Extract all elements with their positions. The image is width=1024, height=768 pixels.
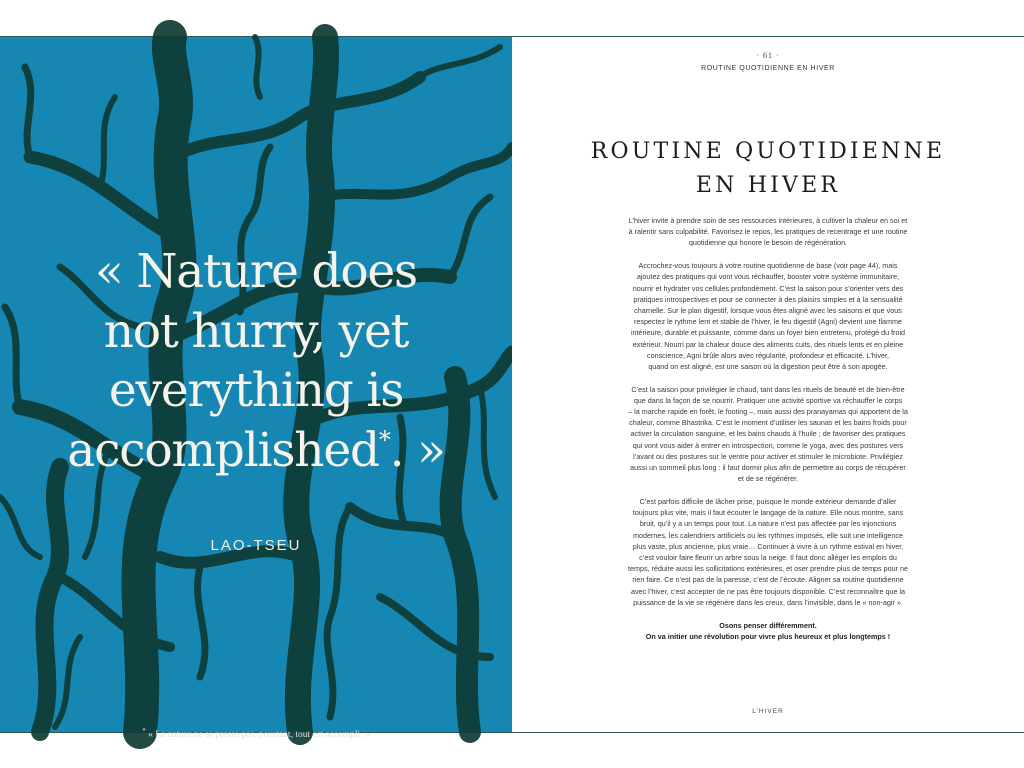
body-line: modernes, les calendriers artificiels ou les rythmes imposés, elle suit une intelligence [632, 530, 904, 540]
body-line: charnelle. Sur le plan digestif, lorsque vous êtes aligné avec les saisons et que vous [634, 305, 902, 315]
body-line: extérieur. Nourri par la chaleur douce des aliments cuits, des rituels lents et en pleine [632, 339, 904, 349]
body-line: que dans la façon de se nourrir. Pratiquer une activité sportive va réchauffer le corps [633, 395, 903, 405]
quote-asterisk: * [378, 426, 390, 455]
body-text [512, 215, 1024, 653]
page-number: · 61 · [756, 51, 780, 60]
quote-line: not hurry, yet [103, 303, 409, 359]
body-line: ajoutez des pratiques qui vont vous réchauffer, booster votre système immunitaire, [636, 272, 900, 282]
body-line: à ralentir sans culpabilité. Favorisez le repos, les pratiques de recentrage et une routine [628, 227, 908, 237]
footnote-marker: * [142, 727, 146, 735]
quote-close: . » [389, 423, 445, 479]
body-line: c’est vouloir faire fleurir un arbre sous la neige. Il faut donc alléger les emplois du [639, 552, 897, 562]
body-line: respectez le rythme lent et stable de l’hiver, le feu digestif (Agni) devient une flamme [633, 317, 903, 327]
quote-line-text: accomplished [67, 423, 379, 479]
body-line: C’est parfois difficile de lâcher prise, puisque le monde extérieur demande d’aller [639, 496, 897, 506]
body-line: avec l’hiver, c’est accepter de ne pas être toujours disponible. C’est reconnaître que la [630, 586, 906, 596]
body-line: C’est la saison pour privilégier le chaud, tant dans les rituels de beauté et de bien-être [631, 384, 905, 394]
body-paragraph [512, 215, 1024, 249]
body-line: puissance de la vie se régénère dans les creux, dans l’invisible, dans le « non-agir ». [633, 597, 903, 607]
body-line: et de se régénérer. [737, 474, 799, 484]
body-line: qui vont vous aider à entrer en introspection, comme le yoga, avec des postures vers [632, 440, 904, 450]
body-line: l’avant ou des postures sur le ventre pour activer et stimuler le microbiote. Privilégiez [633, 451, 903, 461]
quote-author: LAO-TSEU [210, 537, 302, 554]
footnote [0, 727, 512, 740]
right-page [512, 37, 1024, 732]
body-line: – la marche rapide en forêt, le footing –, mais aussi des pranayamas qui apportent de la [628, 407, 908, 417]
left-page [0, 37, 512, 740]
body-line: aussi un sommeil plus long : il faut dormir plus afin de permettre au corps de récupérer [630, 463, 906, 473]
body-line: rien faire. Ce n’est pas de la paresse, c’est de l’écoute. Aligner sa routine quotidienne [632, 575, 904, 585]
body-line: plus vaste, plus ancienne, plus vraie… Continuer à vivre à un rythme estival en hiver, [632, 541, 904, 551]
closing-statement [512, 620, 1024, 642]
chapter-title [512, 135, 1024, 203]
quote-line-last [0, 421, 512, 481]
body-line: quotidienne qui honore le besoin de régénération. [688, 238, 848, 248]
body-line: toujours plus vite, mais il faut écouter le langage de la nature. Elle nous montre, sans [632, 508, 904, 518]
page-footer: L’HIVER [752, 708, 784, 715]
running-head: ROUTINE QUOTIDIENNE EN HIVER [701, 65, 835, 72]
body-line: nourrir et hydrater vos cellules profondément. C’est la saison pour s’orienter vers des [632, 283, 904, 293]
closing-line: Osons penser différemment. [719, 620, 817, 630]
body-line: L’hiver invite à prendre soin de ses ressources intérieures, à cultiver la chaleur en soi et [628, 216, 908, 225]
body-paragraph [512, 384, 1024, 485]
closing-line: On va initier une révolution pour vivre plus heureux et plus longtemps ! [645, 631, 891, 641]
body-paragraph [512, 496, 1024, 608]
body-paragraph [512, 260, 1024, 372]
body-line: conscience, Agni brûle alors avec régularité, profondeur et efficacité. L’hiver, [647, 350, 889, 360]
body-line: intérieure, durable et puissante, comme dans un foyer bien entretenu, protégé du froid [630, 328, 906, 338]
body-line: quand on est aligné, est une saison où la digestion peut être à son apogée. [648, 361, 888, 371]
quote-line: everything is [108, 363, 404, 419]
body-line: pratiques introspectives et pour se connecter à des plaisirs simples et à la sensualité [633, 294, 903, 304]
body-line: chaleur, comme Bhastrika. C’est le moment d’utiliser les saunas et les bains froids pour [629, 418, 907, 428]
chapter-title-line: EN HIVER [695, 173, 841, 198]
footnote-text: « La nature ne se presse pas, pourtant, tout est accompli. » [145, 730, 370, 740]
body-line: temps, réduire aussi les sollicitations extérieures, et oser prendre plus de temps pour ne [627, 564, 909, 574]
body-line: bruit, qu’il y a un temps pour tout. La nature n’est pas affectée par les injonctions [639, 519, 897, 529]
body-line: activer la circulation sanguine, et les bains chauds à l’huile ; de favoriser des pratiques [630, 429, 906, 439]
quote-line: « Nature does [95, 244, 417, 299]
body-line: Accrochez-vous toujours à votre routine quotidienne de base (voir page 44), mais [638, 261, 898, 271]
pull-quote [0, 242, 512, 481]
chapter-title-line: ROUTINE QUOTIDIENNE [590, 139, 946, 164]
